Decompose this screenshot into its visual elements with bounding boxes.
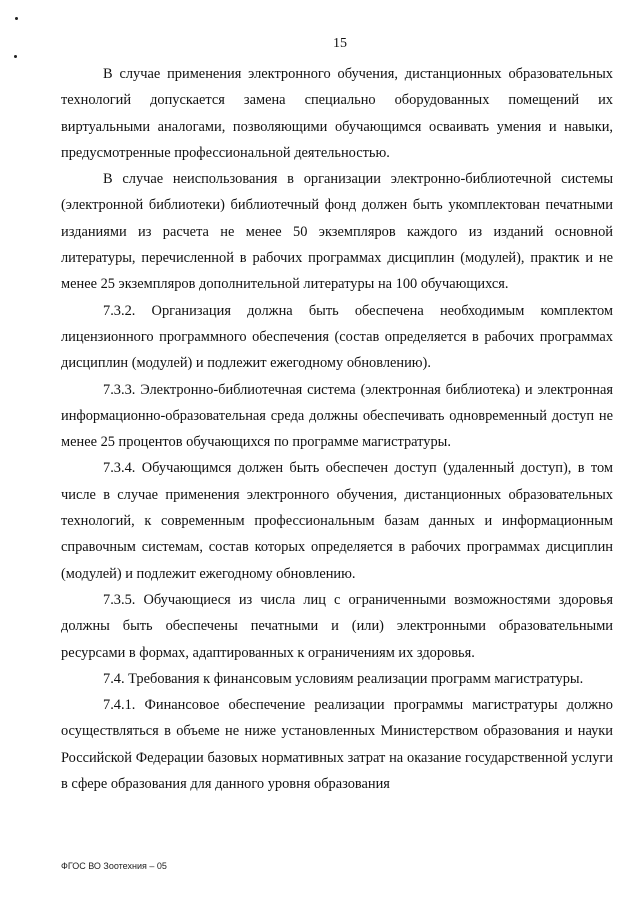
paragraph-7-3-2: 7.3.2. Организация должна быть обеспечена необходимым комплектом лицензионного программного обеспечения (состав определяется в рабочих программах дисциплин (модулей) и подлежит ежегодному обновлению). <box>61 302 613 372</box>
paragraph-7-3-5: 7.3.5. Обучающиеся из числа лиц с ограниченными возможностями здоровья должны быть обеспечены печатными и (или) электронными образовательными ресурсами в формах, адаптированных к ограничениям их здоровья. <box>61 591 613 661</box>
page-number: 15 <box>333 36 347 51</box>
paragraph-library-fund: В случае неиспользования в организации электронно-библиотечной системы (электронной библиотеки) библиотечный фонд должен быть укомплектован печатными изданиями из расчета не менее 50 экземпляров каждого из изданий основной литературы, перечисленной в рабочих программах дисциплин (модулей), практик и не менее 25 экземпляров дополнительной литературы на 100 обучающихся. <box>61 171 613 293</box>
paragraph-7-3-4: 7.3.4. Обучающимся должен быть обеспечен доступ (удаленный доступ), в том числе в случае применения электронного обучения, дистанционных образовательных технологий, к современным профессиональным базам данных и информационным справочным системам, состав которых определяется в рабочих программах дисциплин (модулей) и подлежит ежегодному обновлению. <box>61 460 613 582</box>
document-footer: ФГОС ВО Зоотехния – 05 <box>61 861 167 871</box>
paragraph-virtual-analogs: В случае применения электронного обучения, дистанционных образовательных технологий допускается замена специально оборудованных помещений их виртуальными аналогами, позволяющими обучающимся осваивать умения и навыки, предусмотренные профессиональной деятельностью. <box>61 66 613 161</box>
scan-mark <box>14 55 17 58</box>
paragraph-7-4-1: 7.4.1. Финансовое обеспечение реализации программы магистратуры должно осуществляться в объеме не ниже установленных Министерством образования и науки Российской Федерации базовых нормативных затрат на оказание государственной услуги в сфере образования для данного уровня образования <box>61 697 613 793</box>
scan-mark <box>15 17 18 20</box>
body-text <box>61 61 613 797</box>
paragraph-7-3-3: 7.3.3. Электронно-библиотечная система (электронная библиотека) и электронная информационно-образовательная среда должны обеспечивать одновременный доступ не менее 25 процентов обучающихся по программе магистратуры. <box>61 381 613 451</box>
paragraph-7-4: 7.4. Требования к финансовым условиям реализации программ магистратуры. <box>103 670 584 687</box>
